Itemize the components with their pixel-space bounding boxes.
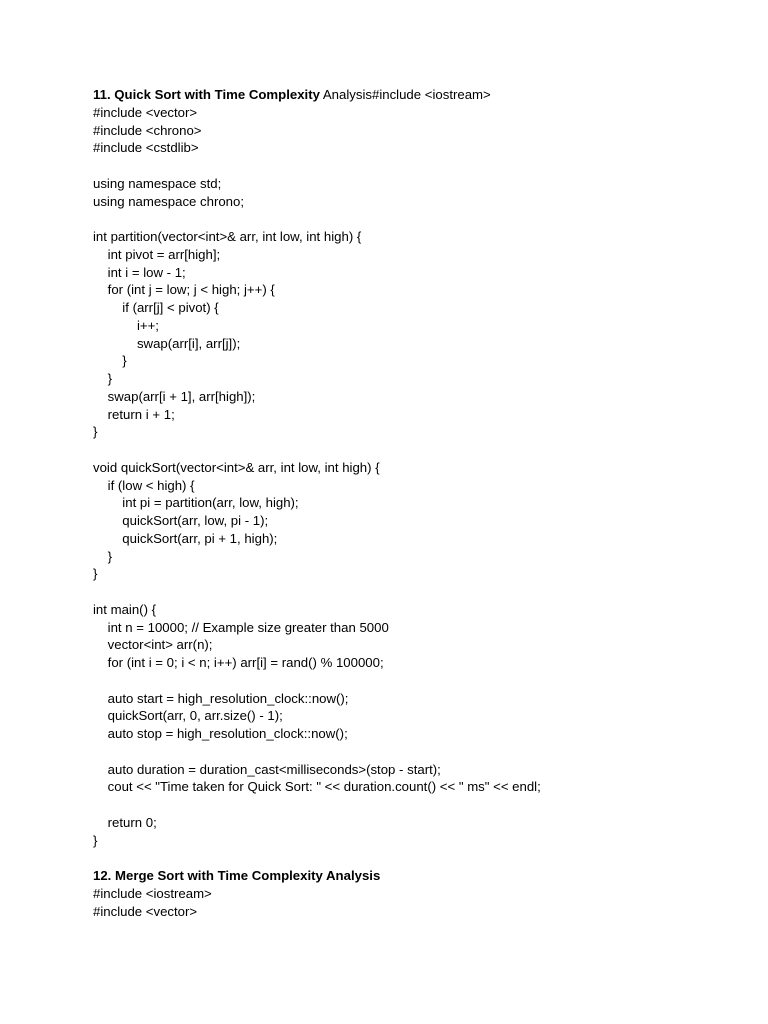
code-line: return i + 1; — [93, 406, 175, 422]
code-line: return 0; — [93, 814, 157, 830]
code-line: } — [93, 566, 98, 582]
section-11-code — [93, 104, 733, 850]
code-line: int main() { — [93, 601, 157, 617]
code-line: for (int i = 0; i < n; i++) arr[i] = rand() % 100000; — [93, 655, 384, 670]
code-line — [93, 743, 733, 761]
code-line: if (arr[j] < pivot) { — [93, 300, 219, 315]
section-12-title: 12. Merge Sort with Time Complexity Analysis — [93, 868, 381, 883]
code-line: auto start = high_resolution_clock::now(); — [93, 690, 349, 706]
code-line: #include <cstdlib> — [93, 140, 199, 156]
code-line: #include <chrono> — [93, 122, 202, 138]
code-line — [93, 672, 733, 690]
code-line: int partition(vector<int>& arr, int low, int high) { — [93, 229, 362, 244]
section-spacer — [93, 849, 733, 867]
section-11-heading — [93, 86, 733, 104]
code-line: int i = low - 1; — [93, 264, 186, 280]
code-line: quickSort(arr, 0, arr.size() - 1); — [93, 708, 283, 724]
code-line: } — [93, 353, 127, 369]
section-12-code — [93, 885, 733, 921]
code-line — [93, 441, 733, 459]
code-line — [93, 583, 733, 601]
code-line: quickSort(arr, low, pi - 1); — [93, 513, 269, 528]
code-line: using namespace std; — [93, 175, 222, 191]
code-line: cout << "Time taken for Quick Sort: " << duration.count() << " ms" << endl; — [93, 779, 541, 795]
section-11-title: 11. Quick Sort with Time Complexity — [93, 87, 320, 102]
code-line: } — [93, 548, 113, 564]
code-line — [93, 796, 733, 814]
code-line: #include <vector> — [93, 104, 198, 120]
code-line: i++; — [93, 317, 159, 333]
code-line: } — [93, 424, 98, 440]
code-line — [93, 157, 733, 175]
section-11-heading-rest: Analysis#include <iostream> — [319, 87, 491, 102]
code-line: #include <iostream> — [93, 885, 212, 901]
code-line — [93, 210, 733, 228]
code-line: swap(arr[i + 1], arr[high]); — [93, 388, 256, 404]
code-line: } — [93, 832, 98, 848]
document-body — [93, 86, 733, 920]
code-line: int pivot = arr[high]; — [93, 246, 221, 262]
code-line: } — [93, 371, 113, 386]
code-line: for (int j = low; j < high; j++) { — [93, 282, 275, 298]
code-line: void quickSort(vector<int>& arr, int low, int high) { — [93, 459, 380, 475]
code-line: int pi = partition(arr, low, high); — [93, 495, 299, 511]
code-line: quickSort(arr, pi + 1, high); — [93, 530, 278, 546]
code-line: using namespace chrono; — [93, 193, 245, 209]
code-line: auto stop = high_resolution_clock::now(); — [93, 726, 348, 741]
code-line: if (low < high) { — [93, 477, 195, 493]
code-line: auto duration = duration_cast<milliseconds>(stop - start); — [93, 761, 441, 777]
code-line: #include <vector> — [93, 903, 198, 919]
code-line: vector<int> arr(n); — [93, 637, 213, 653]
code-line: swap(arr[i], arr[j]); — [93, 335, 241, 351]
code-line: int n = 10000; // Example size greater than 5000 — [93, 619, 389, 635]
